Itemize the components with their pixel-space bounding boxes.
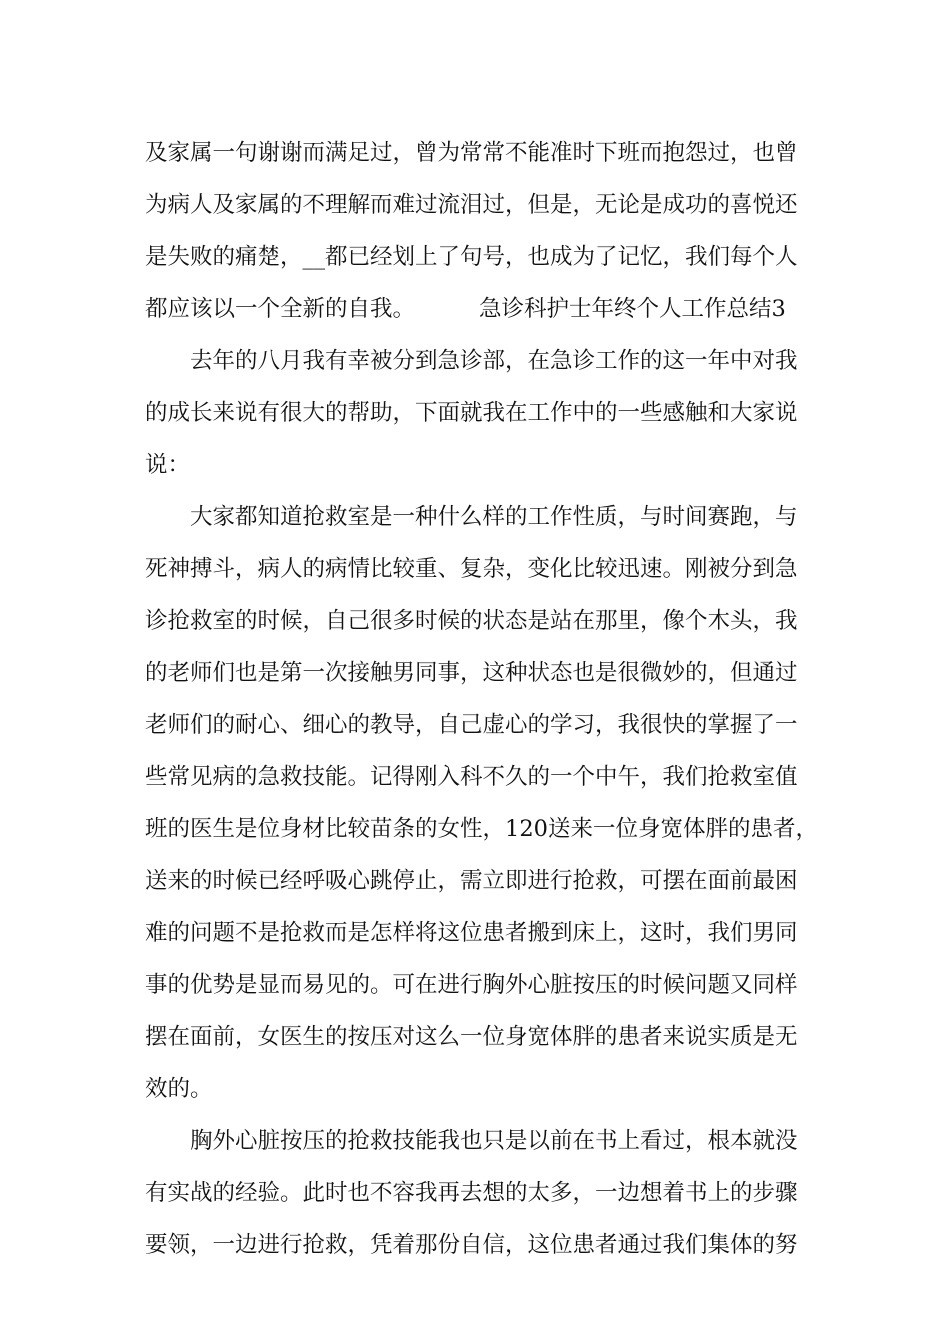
text-line-19: 效的。 <box>145 1076 213 1102</box>
text-line-5: 去年的八月我有幸被分到急诊部，在急诊工作的这一年中对我 <box>190 348 798 374</box>
text-line-22: 要领，一边进行抢救，凭着那份自信，这位患者通过我们集体的努 <box>145 1232 798 1258</box>
section-title: 急诊科护士年终个人工作总结3 <box>479 296 786 322</box>
text-line-10: 诊抢救室的时候，自己很多时候的状态是站在那里，像个木头，我 <box>145 608 798 634</box>
text-line-15: 送来的时候已经呼吸心跳停止，需立即进行抢救，可摆在面前最困 <box>145 868 798 894</box>
text-line-7: 说： <box>145 452 191 478</box>
text-line-17: 事的优势是显而易见的。可在进行胸外心脏按压的时候问题又同样 <box>145 972 798 998</box>
text-line-4 <box>145 294 825 324</box>
text-line-20: 胸外心脏按压的抢救技能我也只是以前在书上看过，根本就没 <box>190 1128 798 1154</box>
text-line-8: 大家都知道抢救室是一种什么样的工作性质，与时间赛跑，与 <box>190 504 798 530</box>
text-line-12: 老师们的耐心、细心的教导，自己虚心的学习，我很快的掌握了一 <box>145 712 798 738</box>
text-line-3: 是失败的痛楚，__都已经划上了句号，也成为了记忆，我们每个人 <box>145 244 798 270</box>
text-line-18: 摆在面前，女医生的按压对这么一位身宽体胖的患者来说实质是无 <box>145 1024 798 1050</box>
paragraph-end-text: 都应该以一个全新的自我。 <box>145 296 416 322</box>
text-line-14: 班的医生是位身材比较苗条的女性，120送来一位身宽体胖的患者， <box>145 816 818 842</box>
text-line-21: 有实战的经验。此时也不容我再去想的太多，一边想着书上的步骤 <box>145 1180 798 1206</box>
text-line-16: 难的问题不是抢救而是怎样将这位患者搬到床上，这时，我们男同 <box>145 920 798 946</box>
text-line-6: 的成长来说有很大的帮助，下面就我在工作中的一些感触和大家说 <box>145 400 798 426</box>
text-line-11: 的老师们也是第一次接触男同事，这种状态也是很微妙的，但通过 <box>145 660 798 686</box>
text-line-13: 些常见病的急救技能。记得刚入科不久的一个中午，我们抢救室值 <box>145 764 798 790</box>
text-line-9: 死神搏斗，病人的病情比较重、复杂，变化比较迅速。刚被分到急 <box>145 556 798 582</box>
text-line-1: 及家属一句谢谢而满足过，曾为常常不能准时下班而抱怨过，也曾 <box>145 140 798 166</box>
text-line-2: 为病人及家属的不理解而难过流泪过，但是，无论是成功的喜悦还 <box>145 192 798 218</box>
